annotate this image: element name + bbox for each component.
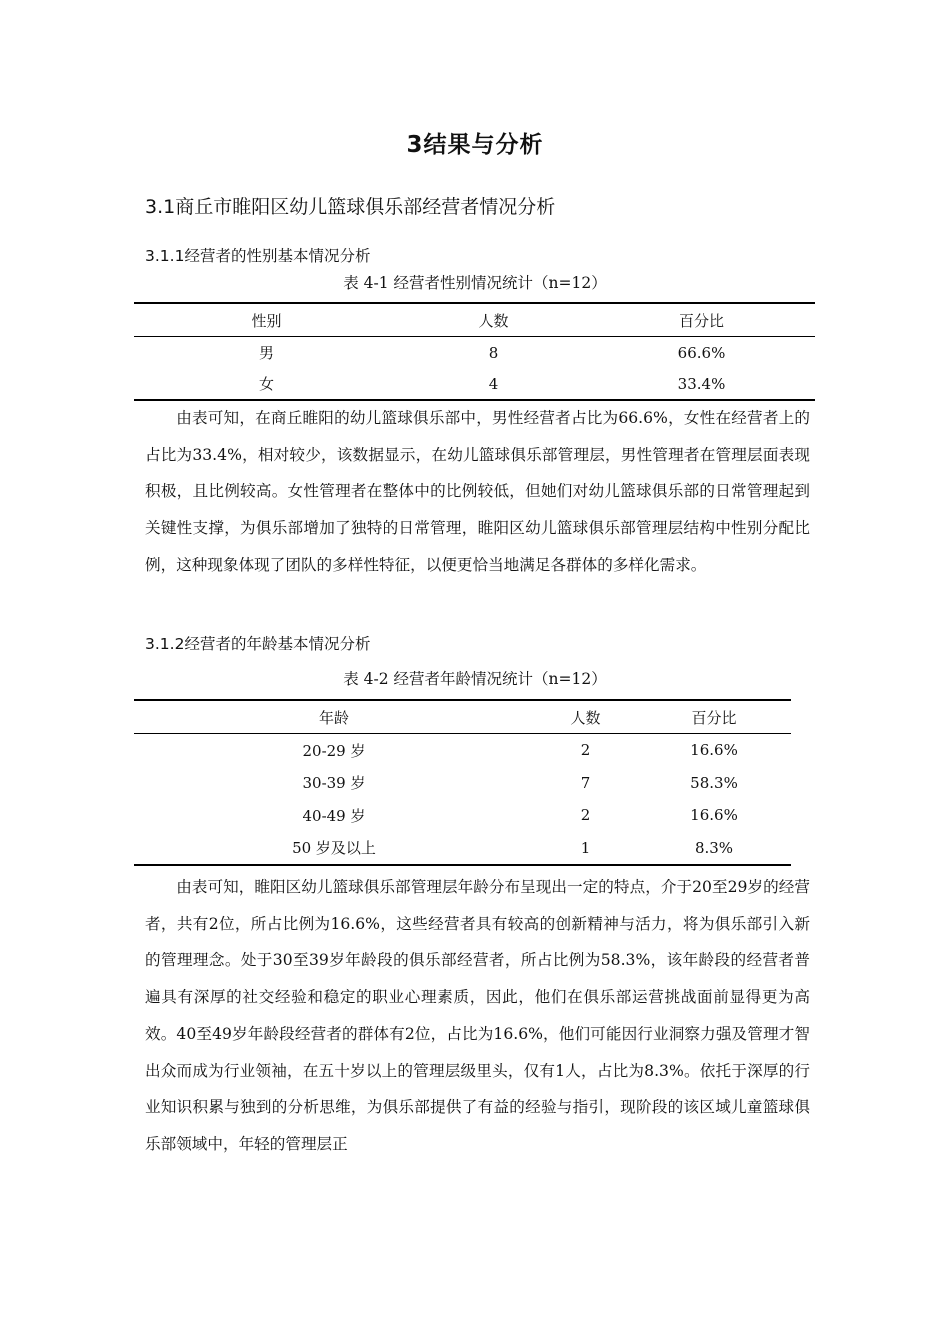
table-cell: 2 [580, 806, 591, 825]
table-row [134, 832, 791, 866]
section-heading-3-1-2: 3.1.2经营者的年龄基本情况分析 [145, 635, 371, 653]
table-cell: 8 [488, 343, 499, 362]
table-cell: 2 [580, 741, 591, 760]
column-header: 人数 [570, 708, 601, 727]
table-cell: 66.6% [677, 343, 726, 362]
table-row [134, 734, 791, 767]
table-row [134, 337, 815, 369]
table-row [134, 767, 791, 800]
paragraph-gender-analysis: 由表可知，在商丘睢阳的幼儿篮球俱乐部中，男性经营者占比为66.6%，女性在经营者上的占比为33.4%，相对较少，该数据显示，在幼儿篮球俱乐部管理层，男性管理者在管理层面表现积极，且比例较高。女性管理者在整体中的比例较低，但她们对幼儿篮球俱乐部的日常管理起到关键性支撑，为俱乐部增加了独特的日常管理，睢阳区幼儿篮球俱乐部管理层结构中性别分配比例，这种现象体现了团队的多样性特征，以便更恰当地满足各群体的多样化需求。 [145, 409, 810, 574]
column-header: 百分比 [691, 708, 737, 727]
table-cell: 16.6% [690, 806, 738, 825]
table2-caption: 表 4-2 经营者年龄情况统计（n=12） [343, 670, 607, 688]
table-cell: 7 [580, 773, 591, 792]
table-row [134, 368, 815, 400]
table-cell: 男 [258, 344, 274, 362]
table-cell: 1 [580, 838, 591, 857]
section-heading-3-1: 3.1商丘市睢阳区幼儿篮球俱乐部经营者情况分析 [145, 196, 556, 218]
table-cell: 16.6% [690, 741, 738, 760]
paragraph-age-analysis: 由表可知，睢阳区幼儿篮球俱乐部管理层年龄分布呈现出一定的特点，介于20至29岁的经营者，共有2位，所占比例为16.6%，这些经营者具有较高的创新精神与活力，将为俱乐部引入新的管理理念。处于30至39岁年龄段的俱乐部经营者，所占比例为58.3%，该年龄段的经营者普遍具有深厚的社交经验和稳定的职业心理素质，因此，他们在俱乐部运营挑战面前显得更为高效。40至49岁年龄段经营者的群体有2位，占比为16.6%，他们可能因行业洞察力强及管理才智出众而成为行业领袖，在五十岁以上的管理层级里头，仅有1人，占比为8.3%。依托于深厚的行业知识积累与独到的分析思维，为俱乐部提供了有益的经验与指引，现阶段的该区域儿童篮球俱乐部领域中，年轻的管理层正 [145, 878, 810, 1153]
column-header: 百分比 [678, 311, 724, 330]
table-cell: 40-49 岁 [302, 806, 366, 825]
table-cell: 58.3% [690, 773, 738, 792]
table-row [134, 799, 791, 832]
table-cell: 33.4% [677, 374, 726, 393]
age-table [134, 699, 791, 866]
column-header: 年龄 [318, 708, 349, 727]
table-header-row [134, 700, 791, 734]
table-cell: 女 [258, 375, 274, 393]
table-cell: 4 [488, 374, 499, 393]
table-cell: 20-29 岁 [302, 741, 366, 760]
table-cell: 50 岁及以上 [292, 839, 376, 858]
chapter-title: 3结果与分析 [406, 132, 544, 158]
section-heading-3-1-1: 3.1.1经营者的性别基本情况分析 [145, 247, 371, 265]
table-header-row [134, 303, 815, 337]
column-header: 人数 [478, 311, 509, 330]
gender-table [134, 302, 815, 401]
table-cell: 30-39 岁 [302, 774, 366, 793]
column-header: 性别 [251, 311, 282, 330]
table1-caption: 表 4-1 经营者性别情况统计（n=12） [343, 274, 607, 292]
table-cell: 8.3% [694, 838, 734, 857]
